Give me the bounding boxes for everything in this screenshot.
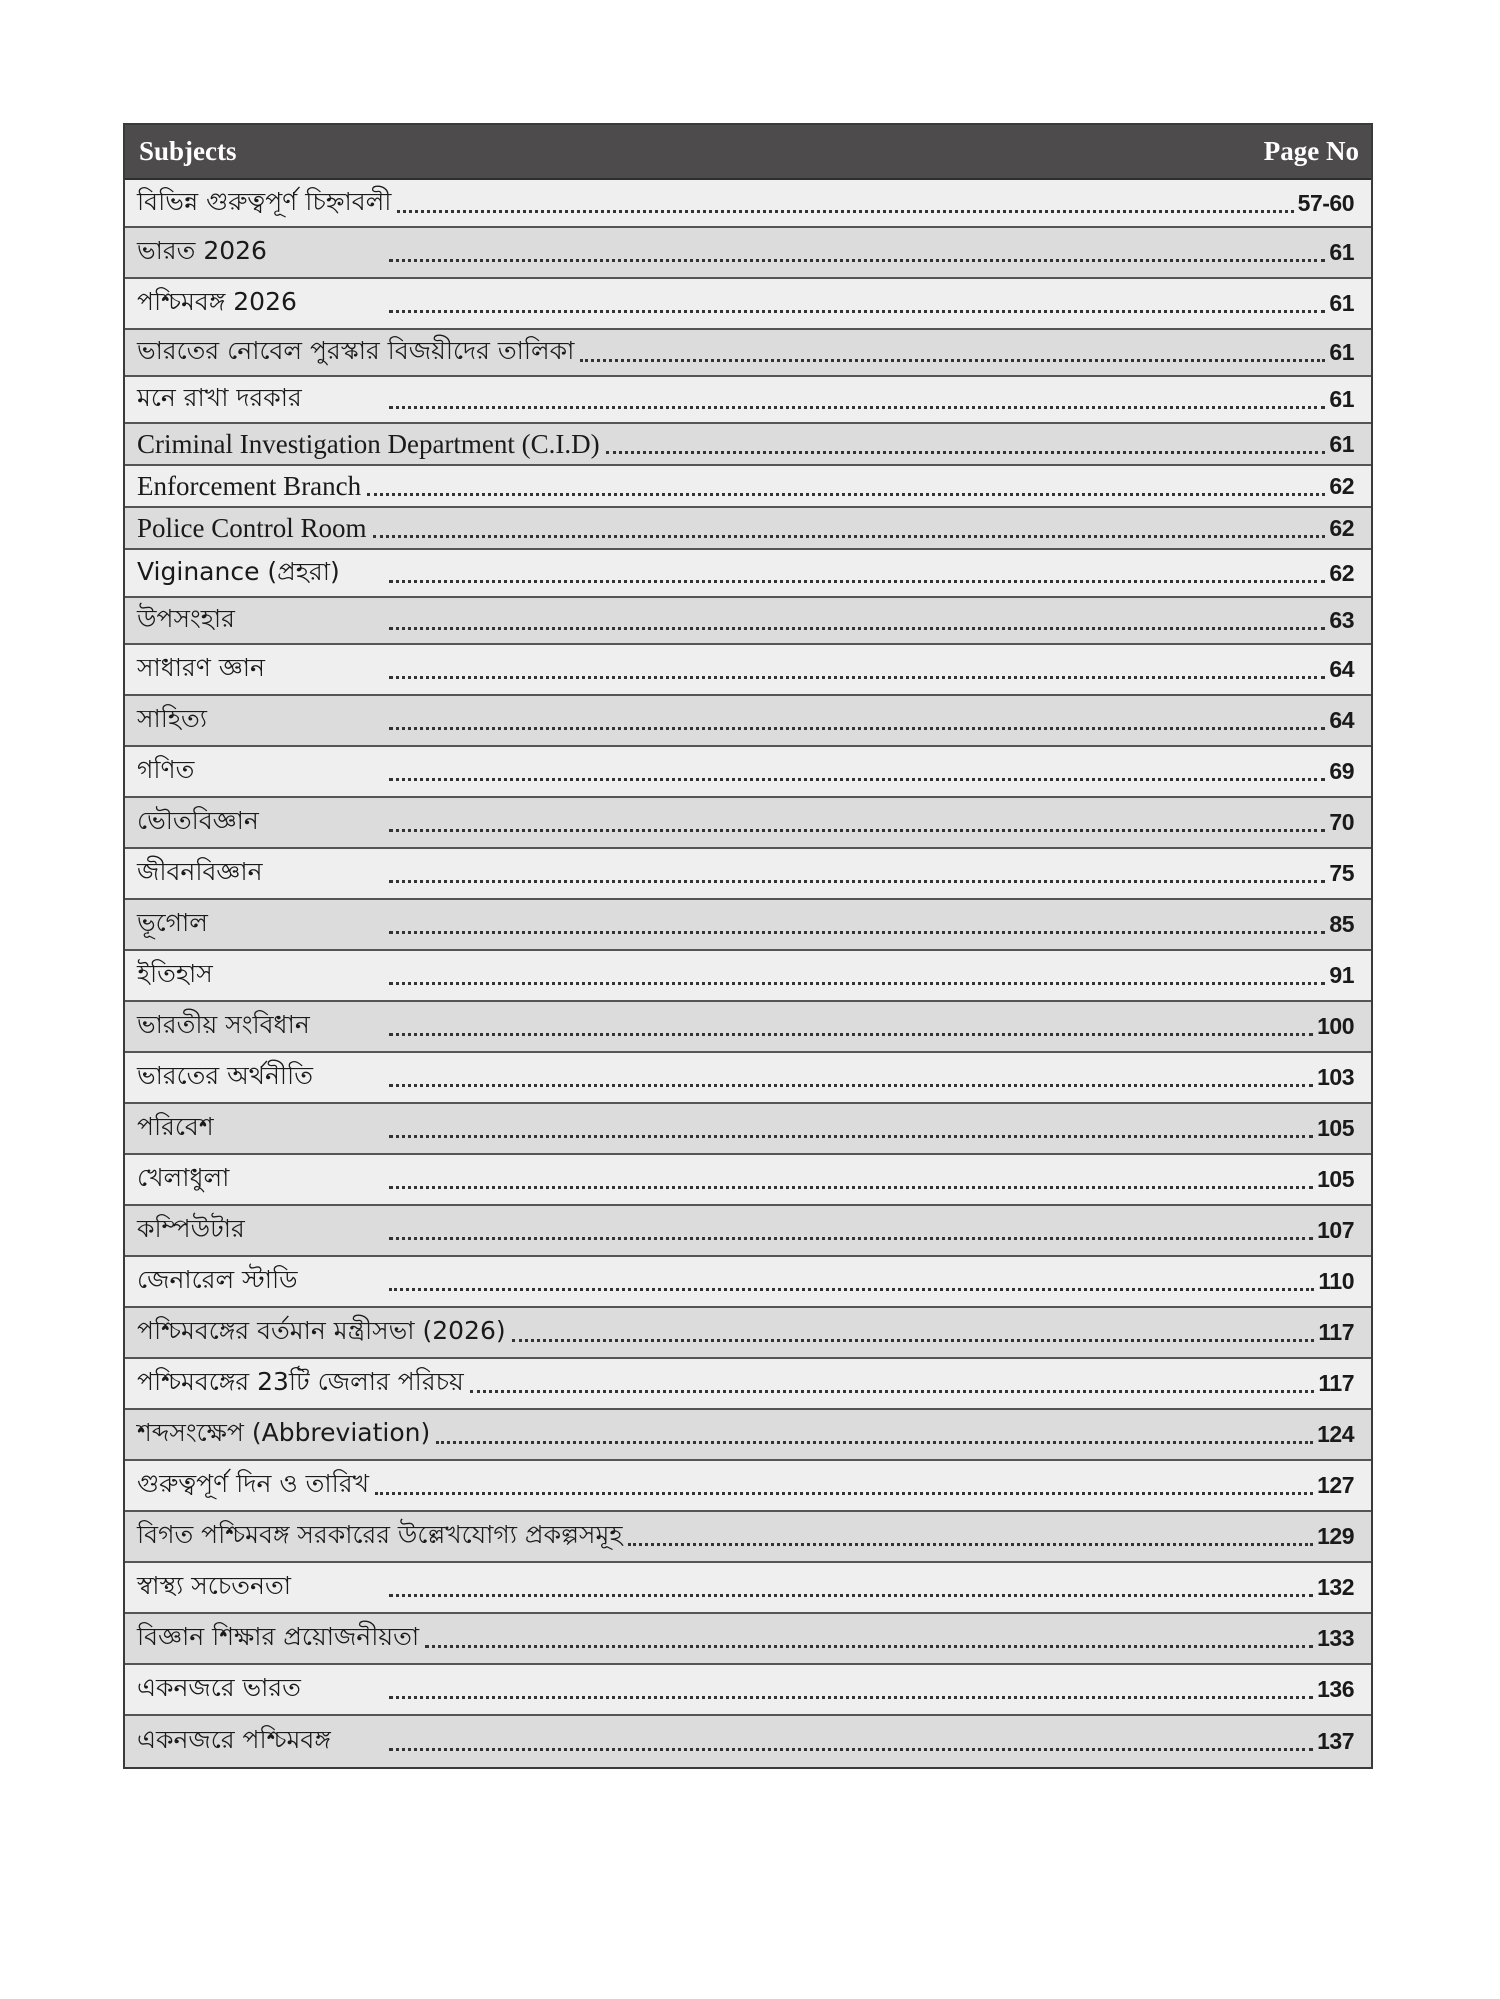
toc-subject: সাহিত্য — [137, 704, 208, 733]
toc-page-number: 61 — [1329, 339, 1354, 365]
toc-row — [125, 424, 1371, 466]
toc-page-number: 103 — [1317, 1064, 1354, 1090]
toc-row — [125, 180, 1371, 228]
toc-subject: স্বাস্থ্য সচেতনতা — [137, 1571, 291, 1600]
dot-leader — [389, 406, 1325, 409]
dot-leader — [389, 310, 1325, 313]
toc-row — [125, 849, 1371, 900]
toc-subject: বিগত পশ্চিমবঙ্গ সরকারের উল্লেখযোগ্য প্রকল্পসমূহ — [137, 1520, 623, 1549]
dot-leader — [580, 359, 1325, 362]
dot-leader — [389, 259, 1325, 262]
toc-page-number: 136 — [1317, 1676, 1354, 1702]
toc-page-number: 61 — [1329, 239, 1354, 265]
toc-page-number: 85 — [1329, 911, 1354, 937]
toc-page-number: 117 — [1318, 1319, 1354, 1345]
dot-leader — [389, 727, 1325, 730]
toc-row — [125, 330, 1371, 377]
dot-leader — [389, 1594, 1313, 1597]
toc-page-number: 133 — [1317, 1625, 1354, 1651]
toc-subject: Viginance (প্রহরা) — [137, 556, 340, 586]
toc-subject: মনে রাখা দরকার — [137, 383, 302, 412]
toc-subject: ইতিহাস — [137, 959, 213, 988]
toc-subject: ভৌতবিজ্ঞান — [137, 806, 259, 835]
toc-page-number: 129 — [1317, 1523, 1354, 1549]
toc-page-number: 100 — [1317, 1013, 1354, 1039]
toc-row — [125, 696, 1371, 747]
dot-leader — [389, 1135, 1313, 1138]
dot-leader — [389, 1288, 1314, 1291]
toc-subject: পশ্চিমবঙ্গের 23টি জেলার পরিচয় — [137, 1367, 464, 1396]
toc-subject: উপসংহার — [137, 604, 235, 633]
dot-leader — [367, 493, 1325, 496]
toc-subject: শব্দসংক্ষেপ (Abbreviation) — [137, 1418, 431, 1447]
dot-leader — [389, 580, 1325, 583]
toc-subject: গুরুত্বপূর্ণ দিন ও তারিখ — [137, 1469, 370, 1498]
subjects-column-header: Subjects — [139, 136, 237, 166]
toc-page-number: 61 — [1329, 386, 1354, 412]
toc-row — [125, 1104, 1371, 1155]
toc-subject: জীবনবিজ্ঞান — [137, 857, 263, 886]
toc-subject: জেনারেল স্টাডি — [137, 1265, 298, 1294]
toc-page-number: 137 — [1317, 1728, 1354, 1754]
toc-page-number: 117 — [1318, 1370, 1354, 1396]
dot-leader — [389, 829, 1325, 832]
dot-leader — [389, 931, 1325, 934]
toc-row — [125, 1155, 1371, 1206]
toc-subject: সাধারণ জ্ঞান — [137, 653, 265, 682]
toc-rows — [125, 180, 1371, 1767]
toc-subject: ভারত 2026 — [137, 236, 267, 265]
toc-subject: বিভিন্ন গুরুত্বপূর্ণ চিহ্নাবলী — [137, 186, 392, 216]
toc-row — [125, 747, 1371, 798]
dot-leader — [389, 982, 1325, 985]
toc-subject: কম্পিউটার — [137, 1214, 245, 1243]
toc-subject: পশ্চিমবঙ্গের বর্তমান মন্ত্রীসভা (2026) — [137, 1316, 506, 1345]
toc-row — [125, 1308, 1371, 1359]
toc-row — [125, 1665, 1371, 1716]
dot-leader — [389, 1084, 1313, 1087]
dot-leader — [389, 1186, 1313, 1189]
toc-row — [125, 228, 1371, 279]
toc-subject: ভূগোল — [137, 908, 208, 937]
toc-row — [125, 1002, 1371, 1053]
toc-row — [125, 1614, 1371, 1665]
dot-leader — [373, 535, 1326, 538]
toc-subject: Criminal Investigation Department (C.I.D) — [137, 428, 600, 459]
toc-page-number: 62 — [1329, 559, 1354, 586]
toc-page-number: 70 — [1329, 809, 1354, 835]
dot-leader — [375, 1492, 1313, 1495]
toc-subject: Police Control Room — [137, 512, 367, 543]
toc-subject: গণিত — [137, 755, 195, 784]
toc-page-number: 110 — [1318, 1268, 1354, 1294]
toc-subject: একনজরে পশ্চিমবঙ্গ — [137, 1725, 331, 1754]
dot-leader — [389, 676, 1325, 679]
dot-leader — [425, 1645, 1313, 1648]
dot-leader — [436, 1441, 1313, 1444]
toc-row — [125, 1410, 1371, 1461]
dot-leader — [389, 1696, 1313, 1699]
toc-row — [125, 1257, 1371, 1308]
dot-leader — [389, 627, 1325, 630]
toc-row — [125, 550, 1371, 598]
toc-page-number: 105 — [1317, 1166, 1354, 1192]
toc-row — [125, 508, 1371, 550]
toc-row — [125, 1053, 1371, 1104]
toc-subject: ভারতীয় সংবিধান — [137, 1010, 310, 1039]
toc-page-number: 107 — [1317, 1217, 1354, 1243]
toc-page-number: 91 — [1329, 962, 1354, 988]
page-no-column-header: Page No — [1263, 136, 1359, 166]
dot-leader — [389, 1237, 1313, 1240]
table-of-contents — [123, 123, 1373, 1769]
toc-page-number: 132 — [1317, 1574, 1354, 1600]
toc-row — [125, 1461, 1371, 1512]
toc-row — [125, 900, 1371, 951]
toc-page-number: 62 — [1329, 472, 1354, 499]
toc-page-number: 64 — [1329, 656, 1354, 682]
toc-subject: ভারতের নোবেল পুরস্কার বিজয়ীদের তালিকা — [137, 336, 575, 365]
toc-page-number: 127 — [1317, 1472, 1354, 1498]
toc-subject: পরিবেশ — [137, 1112, 214, 1141]
dot-leader — [389, 778, 1325, 781]
toc-header — [125, 125, 1371, 180]
toc-subject: খেলাধুলা — [137, 1163, 230, 1192]
toc-subject: Enforcement Branch — [137, 470, 362, 501]
toc-page-number: 69 — [1329, 758, 1354, 784]
toc-row — [125, 598, 1371, 645]
toc-row — [125, 645, 1371, 696]
toc-row — [125, 1359, 1371, 1410]
toc-page-number: 61 — [1329, 430, 1354, 457]
toc-row — [125, 1563, 1371, 1614]
toc-page-number: 124 — [1317, 1421, 1354, 1447]
toc-page-number: 75 — [1329, 860, 1354, 886]
toc-page-number: 62 — [1329, 514, 1354, 541]
dot-leader — [389, 880, 1325, 883]
dot-leader — [470, 1390, 1315, 1393]
toc-row — [125, 1512, 1371, 1563]
dot-leader — [606, 451, 1326, 454]
toc-row — [125, 798, 1371, 849]
toc-row — [125, 466, 1371, 508]
toc-page-number: 63 — [1329, 607, 1354, 633]
toc-page-number: 64 — [1329, 707, 1354, 733]
toc-page-number: 61 — [1329, 290, 1354, 316]
toc-subject: বিজ্ঞান শিক্ষার প্রয়োজনীয়তা — [137, 1622, 420, 1651]
dot-leader — [512, 1339, 1315, 1342]
dot-leader — [397, 210, 1293, 213]
toc-row — [125, 279, 1371, 330]
toc-row — [125, 951, 1371, 1002]
dot-leader — [389, 1033, 1313, 1036]
toc-page-number: 57-60 — [1297, 189, 1354, 216]
toc-subject: ভারতের অর্থনীতি — [137, 1061, 313, 1090]
dot-leader — [389, 1748, 1313, 1751]
toc-row — [125, 377, 1371, 424]
toc-subject: একনজরে ভারত — [137, 1673, 301, 1702]
toc-subject: পশ্চিমবঙ্গ 2026 — [137, 287, 297, 316]
dot-leader — [628, 1543, 1313, 1546]
toc-page-number: 105 — [1317, 1115, 1354, 1141]
toc-row — [125, 1206, 1371, 1257]
toc-row — [125, 1716, 1371, 1767]
